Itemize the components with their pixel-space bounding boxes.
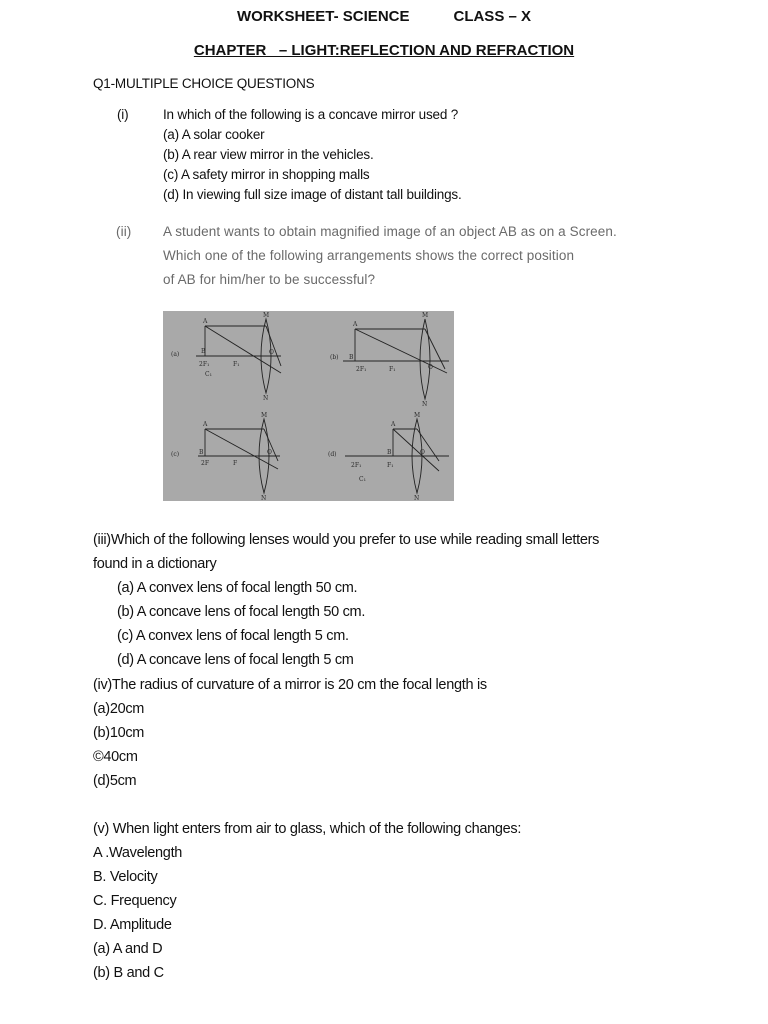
lens-arrangement-figure [163, 311, 454, 501]
panel-b-m: M [422, 312, 429, 319]
q2-line-1: A student wants to obtain magnified image of an object AB as on a Screen. [163, 224, 617, 239]
panel-b-o: O [428, 364, 433, 371]
q5-item-b: B. Velocity [93, 869, 158, 885]
panel-d-n: N [414, 495, 420, 501]
q4-option-d: (d)5cm [93, 773, 137, 789]
q1-option-b: (b) A rear view mirror in the vehicles. [163, 147, 374, 162]
q1-option-c: (c) A safety mirror in shopping malls [163, 167, 370, 182]
panel-d-point-a: A [391, 421, 396, 428]
panel-a-o: O [269, 349, 274, 356]
worksheet-title: WORKSHEET- SCIENCE [236, 8, 410, 25]
panel-d-label: (d) [328, 451, 337, 458]
panel-d-m: M [414, 412, 421, 419]
q2-line-2: Which one of the following arrangements shows the correct position [163, 248, 575, 263]
panel-c-n: N [261, 495, 267, 501]
panel-c-m: M [261, 412, 268, 419]
panel-d-f1: F₁ [387, 462, 394, 469]
panel-c-f: F [233, 460, 238, 467]
class-label: CLASS – X [453, 8, 532, 25]
panel-d-o: O [420, 449, 425, 456]
panel-d-point-b: B [387, 449, 392, 456]
q5-item-d: D. Amplitude [93, 917, 172, 933]
q3-option-b: (b) A concave lens of focal length 50 cm. [117, 604, 366, 620]
q4-option-a: (a)20cm [93, 701, 145, 717]
panel-b-label: (b) [330, 354, 339, 361]
panel-b-lens [420, 319, 430, 399]
q5-option-b: (b) B and C [93, 965, 164, 981]
q5-option-a: (a) A and D [93, 941, 163, 957]
panel-a-point-b: B [201, 348, 206, 355]
q3-option-c: (c) A convex lens of focal length 5 cm. [117, 628, 349, 644]
panel-a-label: (a) [171, 351, 180, 358]
panel-a-2f1: 2F₁ [199, 361, 210, 368]
q3-option-a: (a) A convex lens of focal length 50 cm. [117, 580, 358, 596]
panel-a-c1: C₁ [205, 371, 212, 378]
panel-c-point-b: B [199, 449, 204, 456]
section-heading: Q1-MULTIPLE CHOICE QUESTIONS [93, 76, 315, 91]
q4-option-b: (b)10cm [93, 725, 145, 741]
q1-number: (i) [117, 107, 129, 122]
q5-item-a: A .Wavelength [93, 845, 183, 861]
panel-d-2f1: 2F₁ [351, 462, 362, 469]
chapter-title: CHAPTER – LIGHT:REFLECTION AND REFRACTION [193, 42, 575, 59]
q1-text: In which of the following is a concave mirror used ? [163, 107, 458, 122]
panel-b-2f1: 2F₁ [356, 366, 367, 373]
q3-text-continued: found in a dictionary [93, 556, 217, 572]
q2-line-3: of AB for him/her to be successful? [163, 272, 376, 287]
panel-c-label: (c) [171, 451, 180, 458]
panel-b-point-b: B [349, 354, 354, 361]
q5-item-c: C. Frequency [93, 893, 177, 909]
q1-option-a: (a) A solar cooker [163, 127, 265, 142]
q1-option-d: (d) In viewing full size image of distant tall buildings. [163, 187, 462, 202]
panel-a-f1: F₁ [233, 361, 240, 368]
q5-text: (v) When light enters from air to glass, which of the following changes: [93, 821, 522, 837]
q4-text: (iv)The radius of curvature of a mirror is 20 cm the focal length is [93, 677, 487, 693]
panel-a-n: N [263, 395, 269, 402]
q2-number: (ii) [116, 224, 132, 239]
worksheet-header [0, 8, 768, 25]
q3-text: (iii)Which of the following lenses would you prefer to use while reading small letters [93, 532, 600, 548]
panel-b-n: N [422, 401, 428, 408]
panel-d-c1: C₁ [359, 476, 366, 483]
q4-option-c: ©40cm [93, 749, 138, 765]
panel-c-o: O [267, 449, 272, 456]
panel-c-2f: 2F [201, 460, 209, 467]
panel-b-f1: F₁ [389, 366, 396, 373]
panel-a-m: M [263, 312, 270, 319]
panel-b-point-a: A [353, 321, 358, 328]
panel-c-point-a: A [203, 421, 208, 428]
panel-a-point-a: A [203, 318, 208, 325]
q3-option-d: (d) A concave lens of focal length 5 cm [117, 652, 354, 668]
